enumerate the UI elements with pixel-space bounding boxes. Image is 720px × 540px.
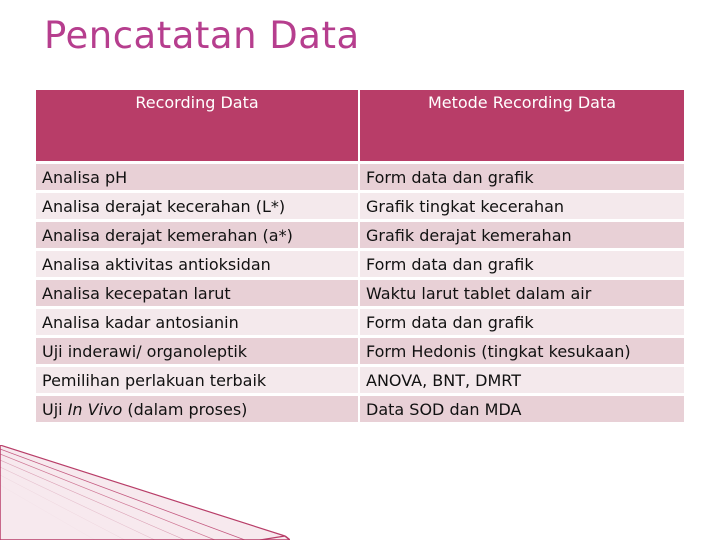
- recording-cell: [36, 337, 359, 366]
- recording-text: Analisa aktivitas antioksidan: [42, 254, 271, 274]
- recording-cell: [36, 395, 359, 423]
- table-row: [36, 337, 684, 366]
- method-cell: Grafik derajat kemerahan: [359, 221, 684, 250]
- page-title: Pencatatan Data: [44, 14, 360, 57]
- recording-cell: [36, 250, 359, 279]
- corner-decoration: [0, 445, 290, 540]
- method-cell: Form data dan grafik: [359, 163, 684, 192]
- method-cell: ANOVA, BNT, DMRT: [359, 366, 684, 395]
- recording-cell: [36, 308, 359, 337]
- method-cell: Grafik tingkat kecerahan: [359, 192, 684, 221]
- table-header-row: [36, 90, 684, 163]
- recording-text: Uji: [42, 399, 68, 419]
- table-row: [36, 366, 684, 395]
- method-cell: Form data dan grafik: [359, 250, 684, 279]
- method-cell: Data SOD dan MDA: [359, 395, 684, 423]
- recording-cell: [36, 366, 359, 395]
- header-recording-data: Recording Data: [36, 90, 359, 163]
- method-cell: Form data dan grafik: [359, 308, 684, 337]
- header-metode-recording-data: Metode Recording Data: [359, 90, 684, 163]
- table-row: [36, 221, 684, 250]
- table-row: [36, 163, 684, 192]
- table-row: [36, 279, 684, 308]
- method-cell: Waktu larut tablet dalam air: [359, 279, 684, 308]
- table-row: [36, 395, 684, 423]
- recording-text-italic: In Vivo: [67, 399, 123, 419]
- recording-text: Analisa derajat kemerahan (a*): [42, 225, 293, 245]
- recording-cell: [36, 163, 359, 192]
- recording-text: Analisa kadar antosianin: [42, 312, 239, 332]
- recording-data-table: [36, 90, 684, 422]
- recording-text: Uji inderawi/ organoleptik: [42, 341, 248, 361]
- recording-cell: [36, 221, 359, 250]
- method-cell: Form Hedonis (tingkat kesukaan): [359, 337, 684, 366]
- table-row: [36, 250, 684, 279]
- recording-cell: [36, 279, 359, 308]
- recording-text: Pemilihan perlakuan terbaik: [42, 370, 267, 390]
- recording-cell: [36, 192, 359, 221]
- table-row: [36, 192, 684, 221]
- recording-text: Analisa pH: [42, 167, 128, 187]
- recording-text: Analisa kecepatan larut: [42, 283, 231, 303]
- recording-text: Analisa derajat kecerahan (L*): [42, 196, 286, 216]
- table-row: [36, 308, 684, 337]
- recording-text-suffix: (dalam proses): [122, 399, 248, 419]
